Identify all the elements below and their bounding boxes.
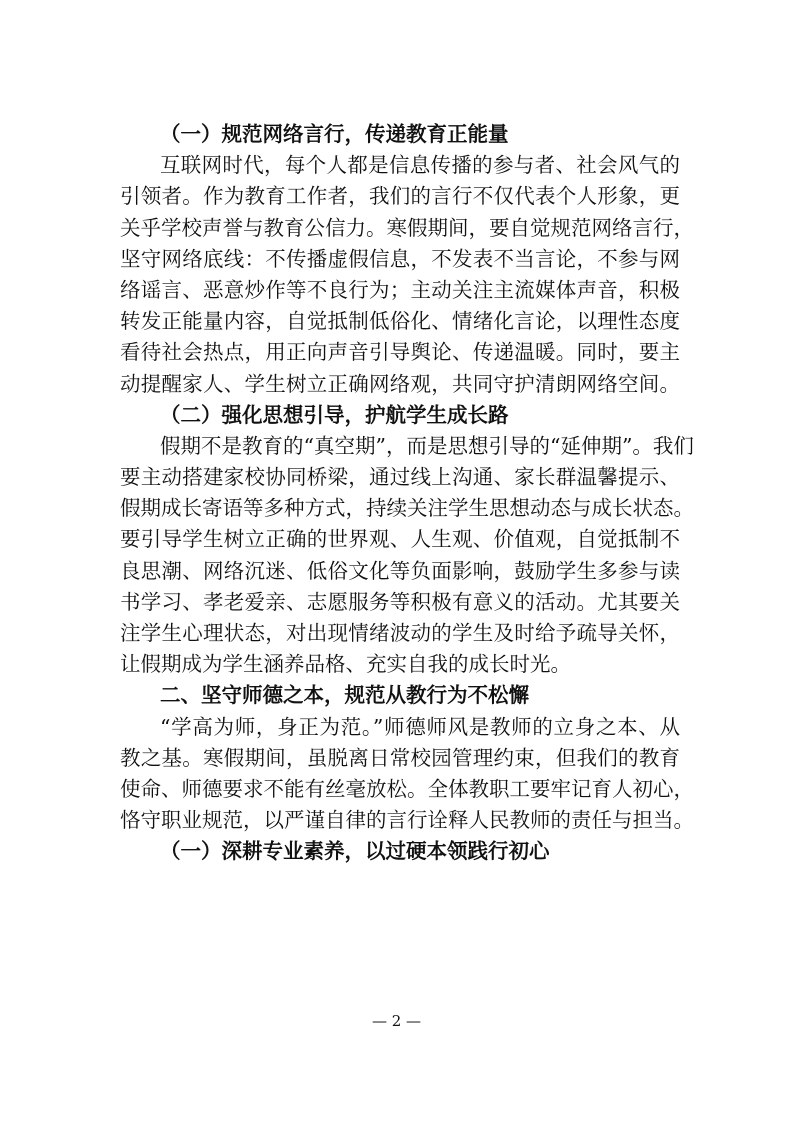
paragraph-line: 关乎学校声誉与教育公信力。寒假期间，要自觉规范网络言行， [120,215,694,240]
section-heading-online-conduct: （一）规范网络言行，传递教育正能量 [160,122,509,146]
page-number: — 2 — [371,1012,422,1030]
paragraph-line: 坚守网络底线：不传播虚假信息，不发表不当言论，不参与网 [120,246,680,271]
paragraph-line: 恪守职业规范，以严谨自律的言行诠释人民教师的责任与担当。 [120,808,694,833]
paragraph-line: 假期成长寄语等多种方式，持续关注学生思想动态与成长状态。 [120,496,694,521]
paragraph-line: 互联网时代，每个人都是信息传播的参与者、社会风气的 [160,153,680,178]
paragraph-line: 要引导学生树立正确的世界观、人生观、价值观，自觉抵制不 [120,527,680,552]
paragraph-line: 假期不是教育的“真空期”，而是思想引导的“延伸期”。我们 [160,433,694,458]
paragraph-line: 要主动搭建家校协同桥梁，通过线上沟通、家长群温馨提示、 [120,465,680,490]
paragraph-thought-guidance [120,431,694,681]
paragraph-line: 动提醒家人、学生树立正确网络观，共同守护清朗网络空间。 [120,371,680,396]
paragraph-line: 看待社会热点，用正向声音引导舆论、传递温暖。同时，要主 [120,340,680,365]
paragraph-line: 书学习、孝老爱亲、志愿服务等积极有意义的活动。尤其要关 [120,589,680,614]
paragraph-line: 使命、师德要求不能有丝毫放松。全体教职工要牢记育人初心， [120,776,694,801]
paragraph-line: 教之基。寒假期间，虽脱离日常校园管理约束，但我们的教育 [120,745,680,770]
paragraph-line: “学高为师，身正为范。”师德师风是教师的立身之本、从 [160,714,680,739]
paragraph-line: 引领者。作为教育工作者，我们的言行不仅代表个人形象，更 [120,184,680,209]
paragraph-line: 注学生心理状态，对出现情绪波动的学生及时给予疏导关怀， [120,621,680,645]
section-heading-thought-guidance: （二）强化思想引导，护航学生成长路 [160,402,509,427]
paragraph-line: 良思潮、网络沉迷、低俗文化等负面影响，鼓励学生多参与读 [120,558,680,583]
paragraph-online-conduct [120,150,694,400]
section-heading-professional-skills: （一）深耕专业素养，以过硬本领践行初心 [160,839,550,864]
paragraph-line: 转发正能量内容，自觉抵制低俗化、情绪化言论，以理性态度 [120,309,680,334]
paragraph-line: 让假期成为学生涵养品格、充实自我的成长时光。 [120,652,571,677]
section-heading-teacher-ethics: 二、坚守师德之本，规范从教行为不松懈 [160,683,529,708]
paragraph-line: 络谣言、恶意炒作等不良行为；主动关注主流媒体声音，积极 [120,277,680,302]
paragraph-teacher-ethics [120,712,694,837]
document-body [120,119,694,868]
